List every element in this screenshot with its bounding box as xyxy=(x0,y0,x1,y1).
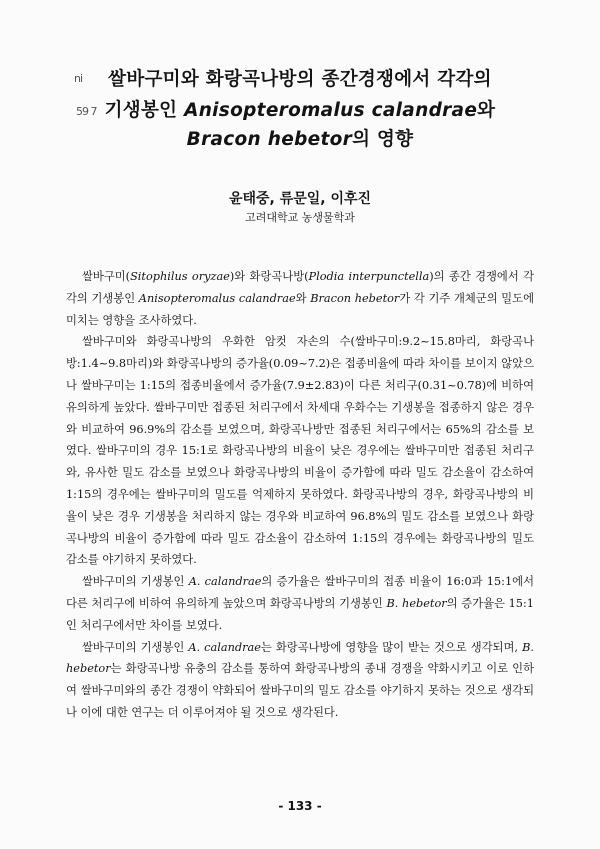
text-run: )와 화랑곡나방( xyxy=(229,270,309,283)
text-run: 의 증가율은 쌀바구미의 접종 비율이 16:0과 15:1에서 다른 처리구에 비하여 유의하게 높았으며 화랑곡나방의 기생봉인 xyxy=(66,575,534,610)
page-number: - 133 - xyxy=(278,799,322,813)
species-name: Sitophilus oryzae xyxy=(130,270,230,283)
species-name: A. calandrae xyxy=(188,640,261,654)
title-text: 기생봉인 xyxy=(104,100,185,121)
species-name: B. hebetor xyxy=(66,640,534,676)
species-name: A. calandrae xyxy=(188,575,262,589)
margin-mark: ni xyxy=(74,72,83,85)
authors: 윤태중, 류문일, 이후진 xyxy=(228,191,372,207)
text-run: 의 증가율은 15:1인 처리구에서만 차이를 보였다. xyxy=(66,596,534,632)
abstract-paragraph xyxy=(66,266,534,331)
species-name: Anisopteromalus calandrae xyxy=(184,100,478,121)
species-name: B. hebetor xyxy=(386,596,447,610)
text-run: 는 화랑곡나방 유충의 감소를 통하여 화랑곡나방의 종내 경쟁을 약화시키고 이로 인하여 쌀바구미와의 종간 경쟁이 약화되어 쌀바구미의 밀도 감소를 야기하지 못하는 것으로 생각되나 이에 대한 연구는 더 이루어져야 될 것으로 생각된다. xyxy=(66,662,534,719)
text-run: 쌀바구미의 기생봉인 xyxy=(82,640,189,654)
species-name: Bracon hebetor xyxy=(186,129,353,150)
abstract-paragraph xyxy=(66,637,534,724)
text-run: 쌀바구미와 화랑곡나방의 우화한 암컷 자손의 수(쌀바구미:9.2~15.8마리, 화랑곡나방:1.4~9.8마리)와 화랑곡나방의 증가율(0.09~7.2)은 접종비율에 따라 차이를 보이지 않았으나 쌀바구미는 1:15의 접종비율에서 증가율(7.9±2.83)이 다른 처리구(0.31~0.78)에 비하여 유의하게 높았다. 쌀바구미만 접종된 처리구에서 차세대 우화수는 기생봉을 접종하지 않은 경우와 비교하여 96.9%의 감소를 보였으며, 화랑곡나방만 접종된 처리구에서는 65%의 감소를 보였다. 쌀바구미의 경우 15:1로 화랑곡나방의 비율이 낮은 경우에는 쌀바구미만 접종된 처리구와, 유사한 밀도 감소를 보였으나 화랑곡나방의 비율이 증가함에 따라 밀도 감소율이 감소하여 1:15의 경우에는 쌀바구미의 밀도를 억제하지 못하였다. 화랑곡나방의 경우, 화랑곡나방의 비율이 낮은 경우 기생봉을 처리하지 않는 경우와 비교하여 96.8%의 밀도 감소를 보였으나 화랑곡나방의 비율이 증가함에 따라 밀도 감소율이 감소하여 1:15의 경우에는 화랑곡나방의 밀도 감소를 야기하지 못하였다. xyxy=(66,335,534,567)
species-name: Bracon hebetor xyxy=(310,291,400,305)
abstract-paragraph xyxy=(66,331,534,571)
text-run: 와 xyxy=(295,291,311,305)
margin-mark: 59 7 xyxy=(76,105,97,118)
text-run: 는 화랑곡나방에 영향을 많이 받는 것으로 생각되며, xyxy=(260,640,523,654)
text-run: )의 종간 경쟁에서 각각의 기생봉인 xyxy=(66,270,535,305)
abstract xyxy=(66,266,534,724)
species-name: Plodia interpunctella xyxy=(308,270,430,283)
text-run: 가 각 기주 개체군의 밀도에 미치는 영향을 조사하였다. xyxy=(66,291,534,327)
title-line-2 xyxy=(40,95,560,127)
title-line-1: 쌀바구미와 화랑곡나방의 종간경쟁에서 각각의 xyxy=(108,69,492,90)
affiliation: 고려대학교 농생물학과 xyxy=(245,211,355,224)
text-run: 쌀바구미의 기생봉인 xyxy=(82,575,189,589)
title-line-3 xyxy=(40,124,560,156)
text-run: 쌀바구미( xyxy=(82,270,131,283)
title-text: 와 xyxy=(477,100,496,121)
title-text: 의 영향 xyxy=(352,129,414,150)
species-name: Anisopteromalus calandrae xyxy=(138,291,296,305)
abstract-paragraph xyxy=(66,571,534,636)
